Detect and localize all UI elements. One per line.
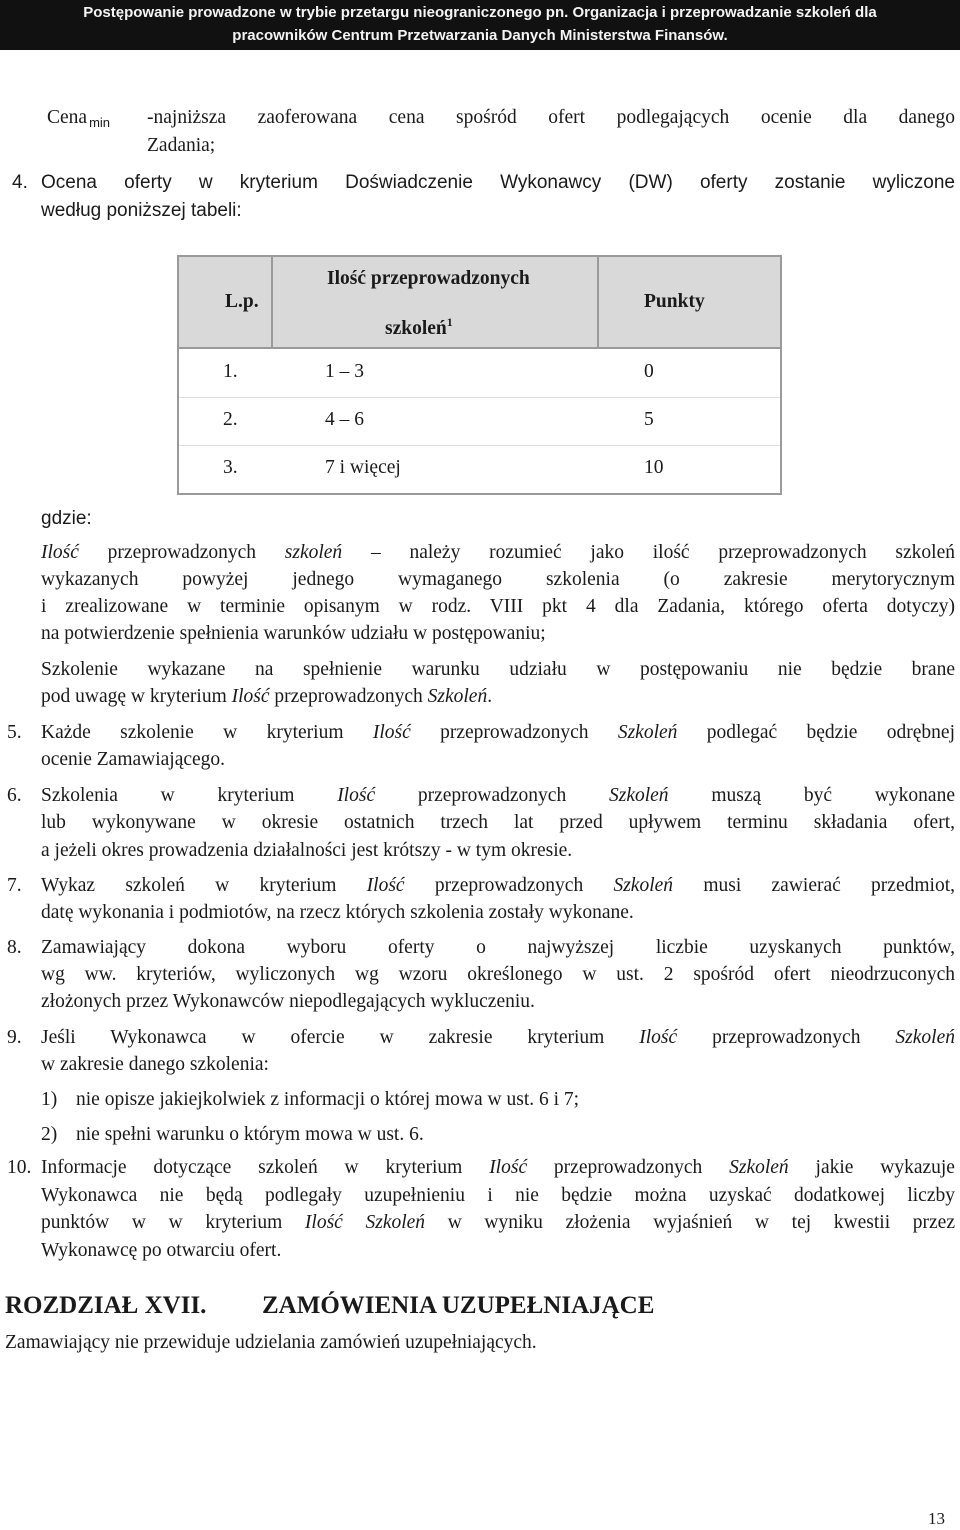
point-8-line-3: złożonych przez Wykonawców niepodlegających wykluczeniu.: [41, 991, 535, 1012]
definition-line-3: i zrealizowane w terminie opisanym w rodz. VIII pkt 4 dla Zadania, którego oferta dotyczy): [41, 596, 955, 617]
header-line-2: pracowników Centrum Przetwarzania Danych Ministerstwa Finansów.: [232, 27, 728, 44]
cena-min-definition-line-2: Zadania;: [147, 135, 216, 156]
point-10-number: 10.: [7, 1157, 32, 1178]
table-row-divider: [179, 445, 780, 446]
row-1-lp: 1.: [223, 361, 238, 382]
point-5-line-1: Każde szkolenie w kryterium Ilość przeprowadzonych Szkoleń podlegać będzie odrębnej: [41, 722, 955, 743]
table-row-divider: [179, 397, 780, 398]
point-7-line-2: datę wykonania i podmiotów, na rzecz których szkolenia zostały wykonane.: [41, 902, 634, 923]
page-number: 13: [928, 1509, 945, 1528]
header-lp: L.p.: [225, 291, 259, 312]
point-9-sub-2-number: 2): [41, 1124, 58, 1145]
header-line-1: Postępowanie prowadzone w trybie przetargu nieograniczonego pn. Organizacja i przeprowadzanie szkoleń dla: [83, 4, 877, 21]
row-1-count: 1 – 3: [325, 361, 364, 382]
point-4-line-2: według poniższej tabeli:: [41, 200, 242, 221]
point-8-line-1: Zamawiający dokona wyboru oferty o najwyższej liczbie uzyskanych punktów,: [41, 937, 955, 958]
row-3-lp: 3.: [223, 457, 238, 478]
point-9-line-1: Jeśli Wykonawca w ofercie w zakresie kryterium Ilość przeprowadzonych Szkoleń: [41, 1027, 955, 1048]
definition-line-6: pod uwagę w kryterium Ilość przeprowadzonych Szkoleń.: [41, 686, 493, 707]
point-9-line-2: w zakresie danego szkolenia:: [41, 1054, 269, 1075]
header-count-line-1: Ilość przeprowadzonych: [327, 268, 530, 289]
points-table: [177, 255, 782, 495]
table-divider: [271, 257, 273, 349]
point-4-number: 4.: [12, 172, 28, 193]
row-2-count: 4 – 6: [325, 409, 364, 430]
chapter-label: ROZDZIAŁ XVII.: [5, 1292, 207, 1319]
point-7-number: 7.: [7, 875, 22, 896]
point-6-line-2: lub wykonywane w okresie ostatnich trzech lat przed upływem terminu składania ofert,: [41, 812, 955, 833]
chapter-text: Zamawiający nie przewiduje udzielania zamówień uzupełniających.: [5, 1332, 537, 1353]
point-8-line-2: wg ww. kryteriów, wyliczonych wg wzoru określonego w ust. 2 spośród ofert nieodrzuconych: [41, 964, 955, 985]
point-10-line-1: Informacje dotyczące szkoleń w kryterium Ilość przeprowadzonych Szkoleń jakie wykazuje: [41, 1157, 955, 1178]
row-2-lp: 2.: [223, 409, 238, 430]
definition-line-2: wykazanych powyżej jednego wymaganego szkolenia (o zakresie merytorycznym: [41, 569, 955, 590]
row-3-count: 7 i więcej: [325, 457, 401, 478]
document-header: [0, 0, 960, 50]
row-3-points: 10: [644, 457, 664, 478]
header-points: Punkty: [644, 291, 705, 312]
point-4-line-1: Ocena oferty w kryterium Doświadczenie Wykonawcy (DW) oferty zostanie wyliczone: [41, 172, 955, 193]
table-divider: [597, 257, 599, 349]
definition-line-1: Ilość przeprowadzonych szkoleń – należy rozumieć jako ilość przeprowadzonych szkoleń: [41, 542, 955, 563]
point-7-line-1: Wykaz szkoleń w kryterium Ilość przeprowadzonych Szkoleń musi zawierać przedmiot,: [41, 875, 955, 896]
point-9-sub-2: nie spełni warunku o którym mowa w ust. 6.: [76, 1124, 424, 1145]
gdzie-label: gdzie:: [41, 508, 92, 529]
point-10-line-4: Wykonawcę po otwarciu ofert.: [41, 1240, 282, 1261]
point-5-number: 5.: [7, 722, 22, 743]
row-2-points: 5: [644, 409, 654, 430]
point-9-number: 9.: [7, 1027, 22, 1048]
point-9-sub-1: nie opisze jakiejkolwiek z informacji o której mowa w ust. 6 i 7;: [76, 1089, 580, 1110]
chapter-title: ZAMÓWIENIA UZUPEŁNIAJĄCE: [262, 1292, 655, 1319]
definition-line-5: Szkolenie wykazane na spełnienie warunku udziału w postępowaniu nie będzie brane: [41, 659, 955, 680]
row-1-points: 0: [644, 361, 654, 382]
header-count-line-2: szkoleń$^1$: [385, 315, 453, 339]
point-10-line-2: Wykonawca nie będą podlegały uzupełnieniu i nie będzie można uzyskać dodatkowej liczby: [41, 1185, 955, 1206]
cena-min-definition-line-1: -najniższa zaoferowana cena spośród ofert podlegających ocenie dla danego: [147, 107, 955, 128]
cena-min-term: Cena $_{min}$: [47, 107, 111, 130]
definition-line-4: na potwierdzenie spełnienia warunków udziału w postępowaniu;: [41, 623, 546, 644]
point-6-number: 6.: [7, 785, 22, 806]
point-8-number: 8.: [7, 937, 22, 958]
point-5-line-2: ocenie Zamawiającego.: [41, 749, 226, 770]
point-9-sub-1-number: 1): [41, 1089, 58, 1110]
point-6-line-3: a jeżeli okres prowadzenia działalności jest krótszy - w tym okresie.: [41, 840, 573, 861]
point-10-line-3: punktów w w kryterium Ilość Szkoleń w wyniku złożenia wyjaśnień w tej kwestii przez: [41, 1212, 955, 1233]
point-6-line-1: Szkolenia w kryterium Ilość przeprowadzonych Szkoleń muszą być wykonane: [41, 785, 955, 806]
